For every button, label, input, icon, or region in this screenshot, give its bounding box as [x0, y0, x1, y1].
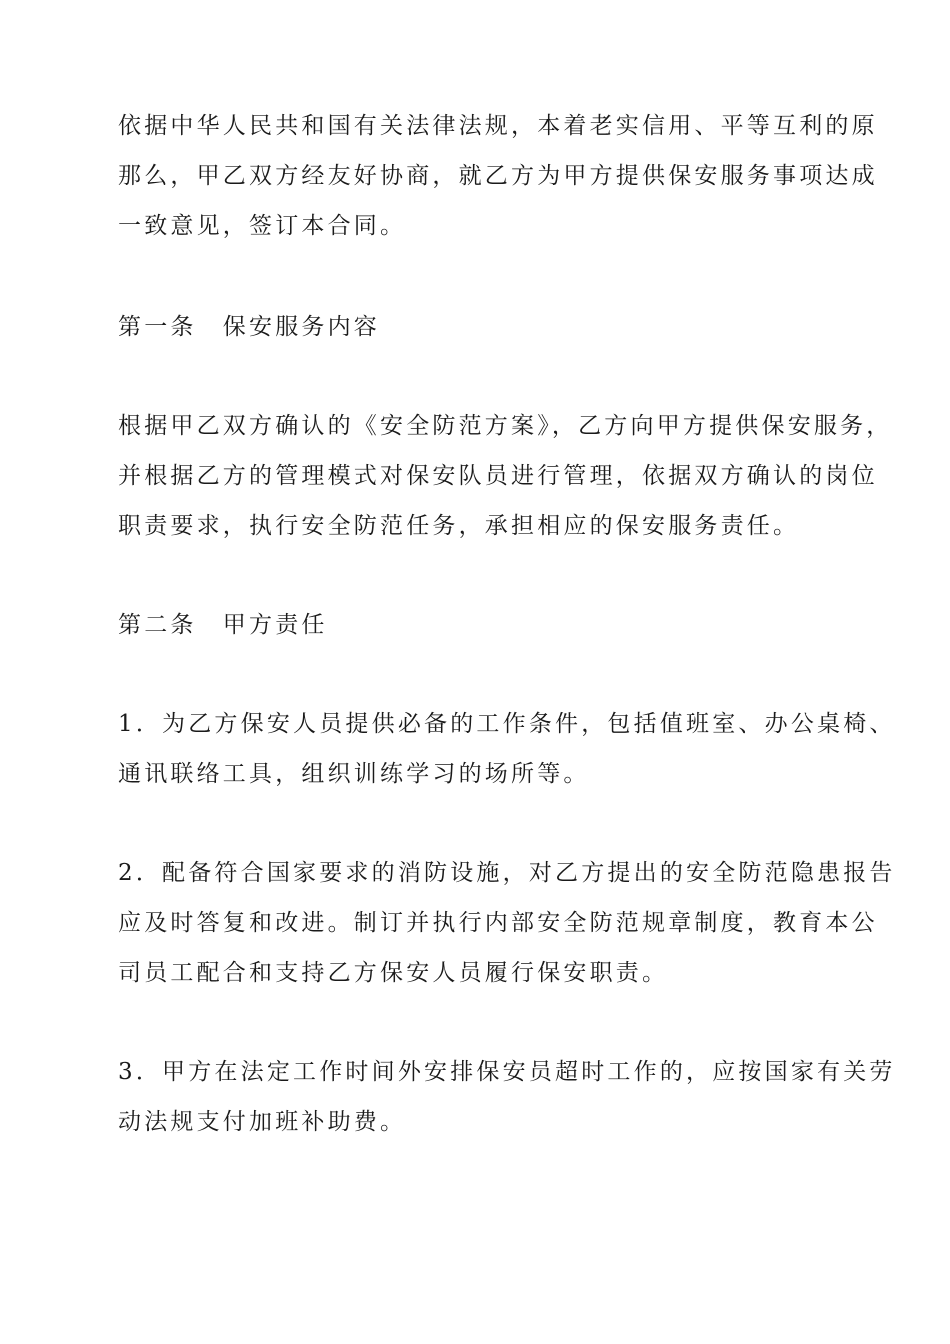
paragraph-line: 根据甲乙双方确认的《安全防范方案》，乙方向甲方提供保安服务，	[118, 413, 893, 439]
heading-text: 第一条 保安服务内容	[118, 314, 380, 340]
paragraph-line: 职责要求，执行安全防范任务，承担相应的保安服务责任。	[118, 513, 800, 539]
article-1-heading	[118, 302, 838, 352]
intro-paragraph	[118, 101, 878, 251]
article-2-item-1	[118, 699, 896, 799]
paragraph-line: 那么，甲乙双方经友好协商，就乙方为甲方提供保安服务事项达成	[118, 163, 878, 189]
heading-text: 第二条 甲方责任	[118, 612, 328, 638]
paragraph-line: 应及时答复和改进。制订并执行内部安全防范规章制度，教育本公	[118, 910, 878, 936]
article-2-item-3	[118, 1047, 896, 1147]
article-2-item-2	[118, 848, 896, 998]
paragraph-line: 一致意见，签订本合同。	[118, 213, 407, 239]
paragraph-line: 通讯联络工具，组织训练学习的场所等。	[118, 761, 590, 787]
article-1-paragraph	[118, 401, 893, 551]
paragraph-line: 并根据乙方的管理模式对保安队员进行管理，依据双方确认的岗位	[118, 463, 878, 489]
paragraph-line: 依据中华人民共和国有关法律法规，本着老实信用、平等互利的原	[118, 113, 878, 139]
paragraph-line: 1．为乙方保安人员提供必备的工作条件，包括值班室、办公桌椅、	[118, 711, 896, 737]
article-2-heading	[118, 600, 838, 650]
paragraph-line: 2．配备符合国家要求的消防设施，对乙方提出的安全防范隐患报告	[118, 860, 896, 886]
paragraph-line: 司员工配合和支持乙方保安人员履行保安职责。	[118, 960, 669, 986]
paragraph-line: 3．甲方在法定工作时间外安排保安员超时工作的，应按国家有关劳	[118, 1059, 896, 1085]
paragraph-line: 动法规支付加班补助费。	[118, 1109, 407, 1135]
